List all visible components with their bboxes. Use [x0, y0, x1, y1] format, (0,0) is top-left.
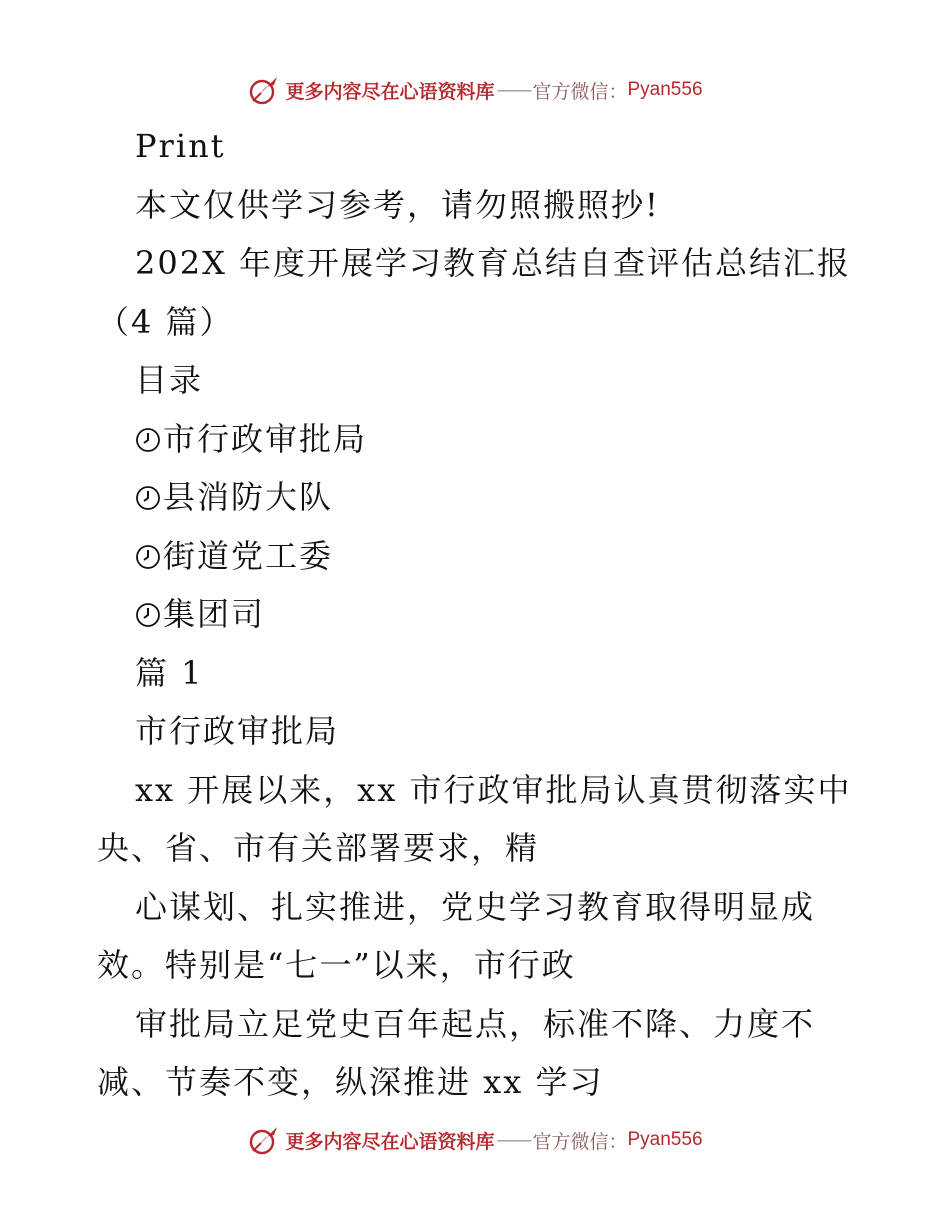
clock-icon: [135, 602, 161, 628]
line-text: 篇 1: [135, 653, 204, 692]
watermark-separator: ——: [496, 1129, 531, 1151]
line-text: 目录: [135, 361, 204, 399]
clock-icon: [135, 544, 161, 570]
watermark-banner-top: [0, 70, 950, 110]
text-line: [97, 644, 877, 703]
text-line: [97, 936, 877, 995]
text-line: [97, 234, 877, 293]
line-text: 202X 年度开展学习教育总结自查评估总结汇报: [135, 244, 852, 282]
text-line: [97, 351, 877, 410]
line-text: 市行政审批局: [163, 419, 368, 458]
line-text: 审批局立足党史百年起点，标准不降、力度不: [135, 1004, 816, 1043]
text-line: [97, 293, 877, 352]
toc-item: [97, 585, 877, 644]
watermark-account-label: 官方微信：: [532, 80, 628, 103]
clock-icon: [135, 427, 161, 453]
watermark-separator: ——: [496, 79, 531, 101]
line-text: 减、节奏不变，纵深推进 xx 学习: [97, 1063, 604, 1101]
text-line: [97, 995, 877, 1054]
watermark-account-label: 官方微信：: [532, 1130, 628, 1153]
watermark-account-id: Pyan556: [627, 79, 703, 100]
text-line: [97, 819, 877, 878]
toc-item: [97, 410, 877, 469]
line-text: 市行政审批局: [135, 712, 340, 750]
line-text: xx 开展以来，xx 市行政审批局认真贯彻落实中: [135, 770, 852, 809]
quill-logo-icon: [247, 1123, 281, 1157]
toc-item: [97, 468, 877, 527]
watermark-brand: 更多内容尽在心语资料库: [285, 1130, 495, 1153]
text-line: [97, 1053, 877, 1112]
quill-logo-icon: [247, 73, 281, 107]
line-text: 街道党工委: [163, 536, 334, 575]
watermark-brand: 更多内容尽在心语资料库: [285, 80, 495, 103]
line-text: 县消防大队: [163, 478, 334, 516]
line-text: 集团司: [163, 595, 266, 633]
text-line: [97, 761, 877, 820]
line-text: 本文仅供学习参考，请勿照搬照抄!: [135, 185, 660, 224]
line-text: （4 篇）: [97, 302, 234, 341]
text-line: [97, 117, 877, 176]
text-line: [97, 702, 877, 761]
line-text: 效。特别是“七一”以来，市行政: [97, 946, 576, 984]
line-text: 心谋划、扎实推进，党史学习教育取得明显成: [135, 887, 816, 926]
text-line: [97, 878, 877, 937]
text-line: [97, 176, 877, 235]
document-body: [97, 117, 877, 1112]
clock-icon: [135, 485, 161, 511]
watermark-account-id: Pyan556: [627, 1129, 703, 1150]
line-text: Print: [135, 127, 226, 165]
line-text: 央、省、市有关部署要求，精: [97, 829, 540, 867]
watermark-banner-bottom: [0, 1120, 950, 1160]
toc-item: [97, 527, 877, 586]
